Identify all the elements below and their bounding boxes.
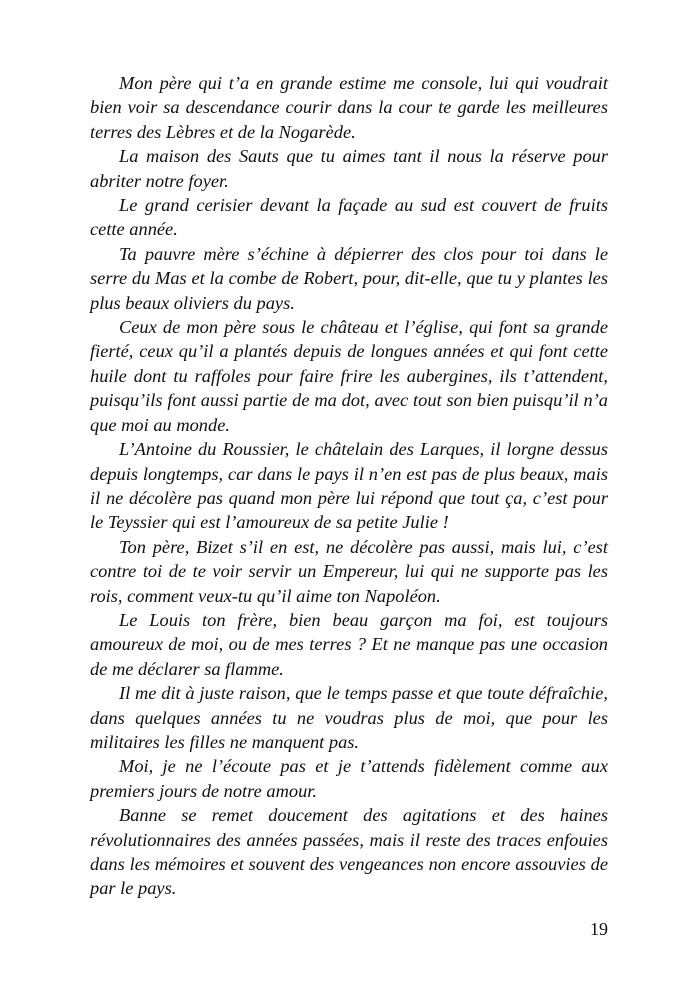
body-text <box>90 71 608 901</box>
paragraph-10: Moi, je ne l’écoute pas et je t’attends fidèlement comme aux premiers jours de notre amour. <box>90 756 608 801</box>
paragraph-1: Mon père qui t’a en grande estime me console, lui qui voudrait bien voir sa descendance courir dans la cour te garde les meilleures terres des Lèbres et de la Nogarède. <box>90 73 608 142</box>
paragraph-2: La maison des Sauts que tu aimes tant il nous la réserve pour abriter notre foyer. <box>90 146 608 191</box>
paragraph-5: Ceux de mon père sous le château et l’église, qui font sa grande fierté, ceux qu’il a plantés depuis de longues années et qui font cette huile dont tu raffoles pour faire frire les aubergines, ils t’attendent, puisqu’ils font aussi partie de ma dot, avec tout son bien puisqu’il n’a que moi au monde. <box>90 317 608 435</box>
paragraph-8: Le Louis ton frère, bien beau garçon ma foi, est toujours amoureux de moi, ou de mes terres ? Et ne manque pas une occasion de me déclarer sa flamme. <box>90 609 608 679</box>
paragraph-7: Ton père, Bizet s’il en est, ne décolère pas aussi, mais lui, c’est contre toi de te voir servir un Empereur, lui qui ne supporte pas les rois, comment veux-tu qu’il aime ton Napoléon. <box>90 536 608 606</box>
page-number: 19 <box>590 919 608 939</box>
paragraph-3: Le grand cerisier devant la façade au sud est couvert de fruits cette année. <box>90 195 608 240</box>
paragraph-6: L’Antoine du Roussier, le châtelain des Larques, il lorgne dessus depuis longtemps, car dans le pays il n’en est pas de plus beaux, mais il ne décolère pas quand mon père lui répond que tout ça, c’est pour le Teyssier qui est l’amoureux de sa petite Julie ! <box>90 439 608 533</box>
paragraph-9: Il me dit à juste raison, que le temps passe et que toute défraîchie, dans quelques années tu ne voudras plus de moi, que pour les militaires les filles ne manquent pas. <box>90 683 608 752</box>
paragraph-11: Banne se remet doucement des agitations et des haines révolutionnaires des années passées, mais il reste des traces enfouies dans les mémoires et souvent des vengeances non encore assouvies de par le pays. <box>90 805 608 899</box>
paragraph-4: Ta pauvre mère s’échine à dépierrer des clos pour toi dans le serre du Mas et la combe de Robert, pour, dit-elle, que tu y plantes les plus beaux oliviers du pays. <box>90 243 608 313</box>
